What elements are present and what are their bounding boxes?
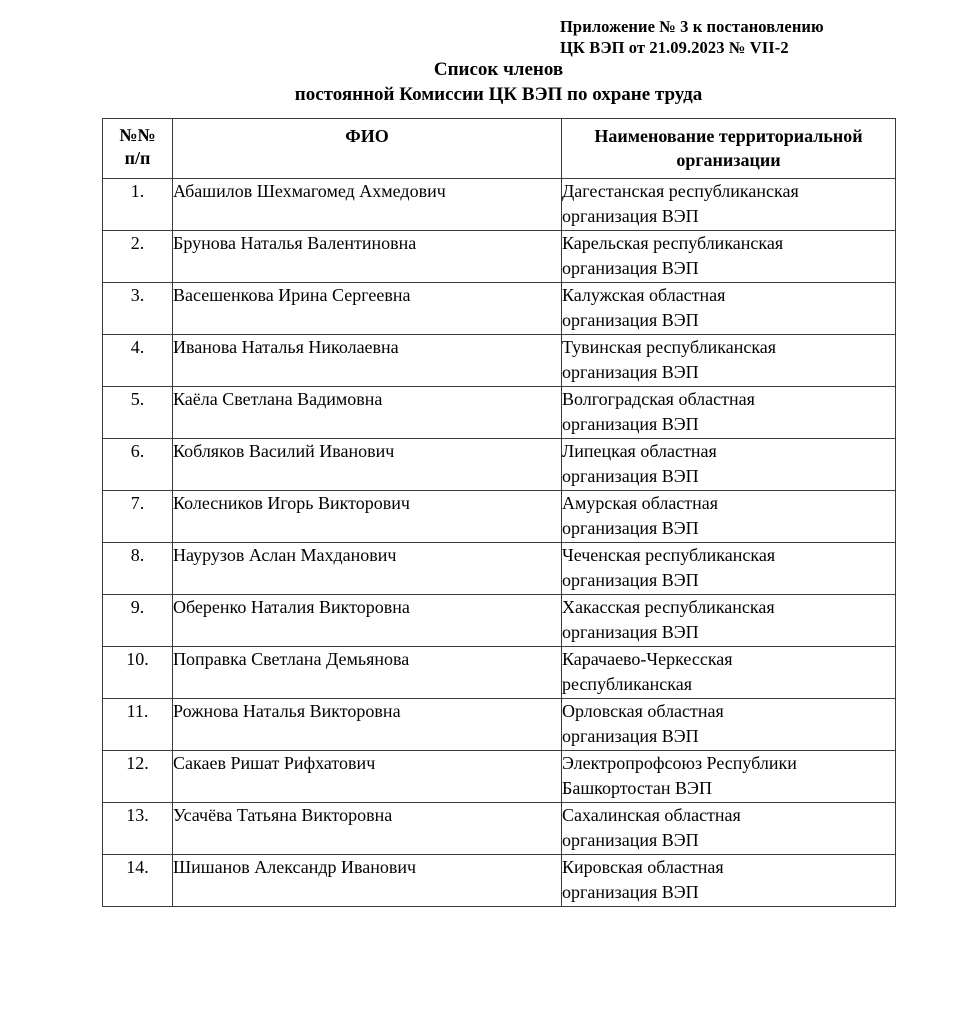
row-organization — [562, 439, 896, 491]
row-number: 4. — [103, 335, 173, 387]
row-fullname: Кобляков Василий Иванович — [173, 439, 562, 491]
table-row — [103, 855, 896, 907]
table-row — [103, 647, 896, 699]
row-organization — [562, 647, 896, 699]
row-number: 7. — [103, 491, 173, 543]
row-number: 3. — [103, 283, 173, 335]
row-number: 14. — [103, 855, 173, 907]
row-organization-line-2: организация ВЭП — [562, 570, 699, 590]
column-header-organization-line-2: организации — [676, 150, 781, 170]
row-organization-line-1: Чеченская республиканская — [562, 545, 776, 565]
row-organization — [562, 855, 896, 907]
table-row — [103, 803, 896, 855]
column-header-organization — [562, 119, 896, 179]
row-number: 12. — [103, 751, 173, 803]
row-number: 6. — [103, 439, 173, 491]
row-fullname: Шишанов Александр Иванович — [173, 855, 562, 907]
column-header-fullname — [173, 119, 562, 179]
row-organization-line-1: Хакасская республиканская — [562, 597, 775, 617]
row-organization — [562, 699, 896, 751]
appendix-reference-line-1: Приложение № 3 к постановлению — [560, 17, 824, 36]
row-organization — [562, 491, 896, 543]
table-row — [103, 543, 896, 595]
row-fullname: Васешенкова Ирина Сергеевна — [173, 283, 562, 335]
row-organization — [562, 595, 896, 647]
row-organization-line-2: организация ВЭП — [562, 830, 699, 850]
row-number: 8. — [103, 543, 173, 595]
row-organization-line-1: Волгоградская областная — [562, 389, 755, 409]
table-row — [103, 387, 896, 439]
table-row — [103, 595, 896, 647]
row-organization — [562, 283, 896, 335]
row-organization-line-1: Кировская областная — [562, 857, 724, 877]
table-header-row — [103, 119, 896, 179]
row-fullname: Абашилов Шехмагомед Ахмедович — [173, 179, 562, 231]
table-header — [103, 119, 896, 179]
row-fullname: Поправка Светлана Демьянова — [173, 647, 562, 699]
row-fullname: Усачёва Татьяна Викторовна — [173, 803, 562, 855]
row-organization — [562, 387, 896, 439]
row-organization-line-1: Электропрофсоюз Республики — [562, 753, 797, 773]
row-organization-line-1: Амурская областная — [562, 493, 719, 513]
row-number: 11. — [103, 699, 173, 751]
row-organization-line-1: Карачаево-Черкесская — [562, 649, 733, 669]
table-body — [103, 179, 896, 907]
table-row — [103, 231, 896, 283]
row-number: 10. — [103, 647, 173, 699]
column-header-number-line-1: №№ — [119, 125, 156, 145]
row-organization-line-2: республиканская — [562, 674, 692, 694]
row-organization-line-1: Дагестанская республиканская — [562, 181, 799, 201]
column-header-number-line-2: п/п — [124, 148, 151, 168]
row-fullname: Иванова Наталья Николаевна — [173, 335, 562, 387]
table-row — [103, 439, 896, 491]
row-organization-line-2: организация ВЭП — [562, 466, 699, 486]
row-number: 5. — [103, 387, 173, 439]
row-organization-line-1: Тувинская республиканская — [562, 337, 777, 357]
row-organization-line-1: Липецкая областная — [562, 441, 717, 461]
row-fullname: Рожнова Наталья Викторовна — [173, 699, 562, 751]
row-organization-line-2: организация ВЭП — [562, 414, 699, 434]
row-fullname: Каёла Светлана Вадимовна — [173, 387, 562, 439]
row-organization — [562, 803, 896, 855]
column-header-number — [103, 119, 173, 179]
row-fullname: Сакаев Ришат Рифхатович — [173, 751, 562, 803]
table-row — [103, 699, 896, 751]
table-row — [103, 491, 896, 543]
appendix-reference — [560, 16, 895, 58]
members-table — [102, 118, 896, 907]
table-row — [103, 751, 896, 803]
column-header-fullname-line-1: ФИО — [345, 126, 389, 146]
page-title-line-1: Список членов — [433, 59, 564, 80]
row-number: 13. — [103, 803, 173, 855]
row-organization-line-1: Орловская областная — [562, 701, 724, 721]
row-organization-line-2: организация ВЭП — [562, 362, 699, 382]
row-fullname: Брунова Наталья Валентиновна — [173, 231, 562, 283]
row-organization — [562, 751, 896, 803]
row-organization-line-1: Карельская республиканская — [562, 233, 784, 253]
row-organization — [562, 335, 896, 387]
row-organization-line-2: организация ВЭП — [562, 518, 699, 538]
row-organization — [562, 231, 896, 283]
row-organization-line-2: организация ВЭП — [562, 622, 699, 642]
row-number: 2. — [103, 231, 173, 283]
row-organization-line-2: организация ВЭП — [562, 206, 699, 226]
table-row — [103, 335, 896, 387]
page-title-line-2: постоянной Комиссии ЦК ВЭП по охране труда — [294, 83, 703, 105]
appendix-reference-line-2: ЦК ВЭП от 21.09.2023 № VII-2 — [560, 38, 789, 57]
row-organization-line-2: организация ВЭП — [562, 882, 699, 902]
row-organization — [562, 543, 896, 595]
row-number: 9. — [103, 595, 173, 647]
row-organization-line-2: организация ВЭП — [562, 726, 699, 746]
row-number: 1. — [103, 179, 173, 231]
row-organization-line-2: организация ВЭП — [562, 258, 699, 278]
table-row — [103, 283, 896, 335]
row-organization-line-1: Сахалинская областная — [562, 805, 741, 825]
row-fullname: Наурузов Аслан Махданович — [173, 543, 562, 595]
column-header-organization-line-1: Наименование территориальной — [594, 126, 863, 146]
members-table-container — [102, 118, 895, 907]
page-title — [102, 58, 895, 107]
row-fullname: Оберенко Наталия Викторовна — [173, 595, 562, 647]
row-fullname: Колесников Игорь Викторович — [173, 491, 562, 543]
row-organization — [562, 179, 896, 231]
row-organization-line-2: организация ВЭП — [562, 310, 699, 330]
row-organization-line-2: Башкортостан ВЭП — [562, 778, 712, 798]
table-row — [103, 179, 896, 231]
row-organization-line-1: Калужская областная — [562, 285, 726, 305]
